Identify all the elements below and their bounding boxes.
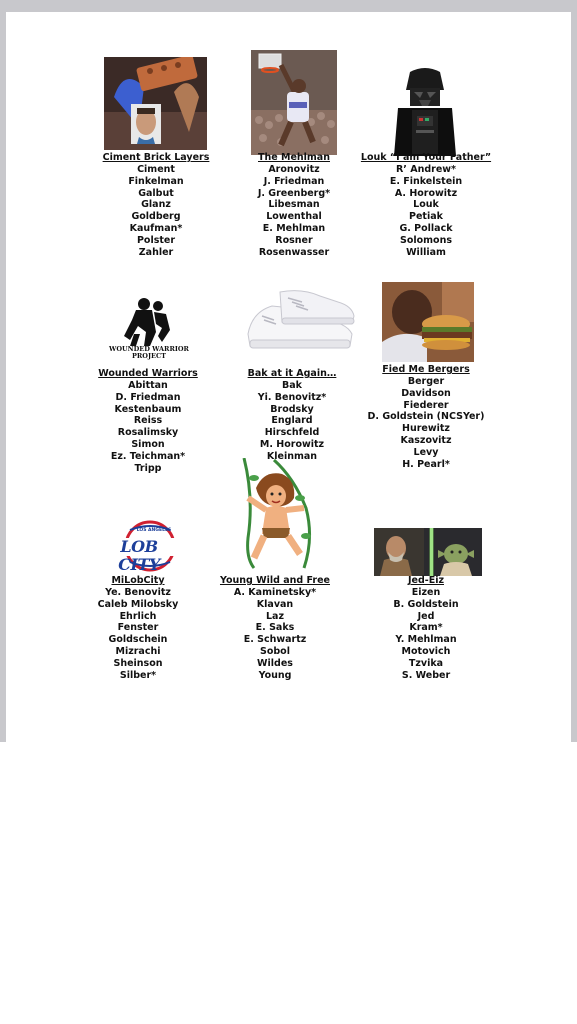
team-milobcity (58, 575, 218, 681)
team-name: The Mehlman (258, 152, 330, 163)
team-name: Louk “I am Your Father” (360, 152, 492, 163)
team-name: Wounded Warriors (98, 368, 198, 379)
lob-city-logo (98, 520, 180, 572)
player: Tzvika (408, 657, 444, 669)
player: Klavan (256, 598, 294, 610)
player: Englard (271, 415, 313, 427)
player: J. Greenberg* (257, 187, 331, 199)
roster (68, 380, 228, 474)
player: Silber* (119, 669, 157, 681)
player: S. Weber (401, 669, 451, 681)
player: Fenster (117, 622, 159, 634)
wounded-warrior-logo (100, 296, 198, 364)
dunk-photo (251, 50, 337, 155)
player: G. Pollack (399, 222, 453, 234)
wounded-warrior-logo-text: WOUNDED WARRIOR PROJECT (109, 345, 189, 360)
player: Reiss (133, 415, 163, 427)
team-ciment-brick-layers (76, 152, 236, 258)
player: Eizen (411, 587, 441, 598)
player: Brodsky (270, 403, 314, 415)
player: E. Mehlman (262, 222, 326, 234)
player: Berger (407, 376, 445, 387)
player: Aronovitz (268, 164, 320, 175)
player: Zahler (138, 246, 174, 258)
player: Kaufman* (129, 222, 183, 234)
team-name: Ciment Brick Layers (102, 152, 210, 163)
team-louk (346, 152, 506, 258)
player: Sheinson (113, 657, 163, 669)
roster (346, 376, 506, 470)
player: Motovich (401, 645, 451, 657)
team-name: Bak at it Again… (247, 368, 337, 379)
player: Galbut (138, 187, 174, 199)
team-jed-eiz (346, 575, 506, 681)
player: D. Friedman (115, 391, 181, 403)
player: Fiederer (403, 399, 449, 411)
player: William (406, 246, 446, 258)
player: M. Horowitz (259, 438, 325, 450)
player: Kram* (409, 622, 443, 634)
player: Kleinman (266, 450, 318, 462)
player: Kestenbaum (114, 403, 182, 415)
player: Hurewitz (402, 423, 450, 435)
team-name: Young Wild and Free (219, 575, 330, 586)
player: Yi. Benovitz* (257, 391, 327, 403)
player: Levy (413, 446, 439, 458)
lob-city-small-text: LOS ANGELES (136, 528, 172, 533)
player: Ez. Teichman* (110, 450, 186, 462)
player: Goldschein (108, 634, 168, 646)
roster (346, 164, 506, 258)
player: Wildes (257, 657, 293, 669)
player: Davidson (401, 387, 451, 399)
player: E. Finkelstein (389, 175, 463, 187)
obi-wan-yoda-photo (374, 528, 482, 576)
player: Louk (413, 199, 439, 211)
team-name: Jed-Eiz (408, 575, 444, 586)
tarzan-cartoon (234, 458, 324, 570)
white-sneaker (242, 288, 358, 356)
player: Bak (282, 380, 302, 391)
player: Sobol (260, 645, 290, 657)
player: Abittan (128, 380, 168, 391)
team-wounded-warriors (68, 368, 228, 474)
darth-vader-figure (390, 68, 460, 156)
player: Ciment (137, 164, 175, 175)
player: D. Goldstein (NCSYer) (367, 411, 485, 423)
player: Hirschfeld (264, 427, 320, 439)
player: J. Friedman (263, 175, 325, 187)
team-fied-me-bergers (346, 364, 506, 470)
player: E. Schwartz (243, 634, 307, 646)
player: A. Kaminetsky* (233, 587, 317, 598)
team-name: Fied Me Bergers (382, 364, 470, 375)
player: Jed (417, 610, 435, 622)
player: Polster (136, 234, 176, 246)
player: Simon (131, 438, 165, 450)
player: Finkelman (128, 175, 184, 187)
roster (346, 587, 506, 681)
player: Laz (266, 610, 284, 622)
roster (76, 164, 236, 258)
player: Glanz (141, 199, 171, 211)
player: Ehrlich (119, 610, 157, 622)
lob-city-main-text: LOB CITY (118, 537, 160, 572)
player: H. Pearl* (402, 458, 450, 470)
player: E. Saks (255, 622, 295, 634)
player: Lowenthal (266, 211, 322, 223)
player: R’ Andrew* (395, 164, 457, 175)
player: Goldberg (131, 211, 181, 223)
roster (58, 587, 218, 681)
player: Y. Mehlman (395, 634, 457, 646)
player: Caleb Milobsky (97, 598, 179, 610)
player: Tripp (134, 462, 162, 474)
player: Rosalimsky (117, 427, 179, 439)
player: Rosner (275, 234, 313, 246)
player: A. Horowitz (394, 187, 458, 199)
player: Ye. Benovitz (105, 587, 171, 598)
team-young-wild-and-free (195, 575, 355, 681)
player: Libesman (268, 199, 320, 211)
player: Young (258, 669, 292, 681)
player: Mizrachi (115, 645, 161, 657)
burger-eater-photo (382, 282, 474, 362)
player: Rosenwasser (258, 246, 330, 258)
player: Kaszovitz (400, 434, 452, 446)
roster (195, 587, 355, 681)
document-page[interactable] (6, 12, 571, 742)
player: B. Goldstein (393, 598, 459, 610)
player: Petiak (409, 211, 443, 223)
team-name: MiLobCity (111, 575, 165, 586)
player: Solomons (400, 234, 452, 246)
brick-player-photo (104, 57, 207, 150)
